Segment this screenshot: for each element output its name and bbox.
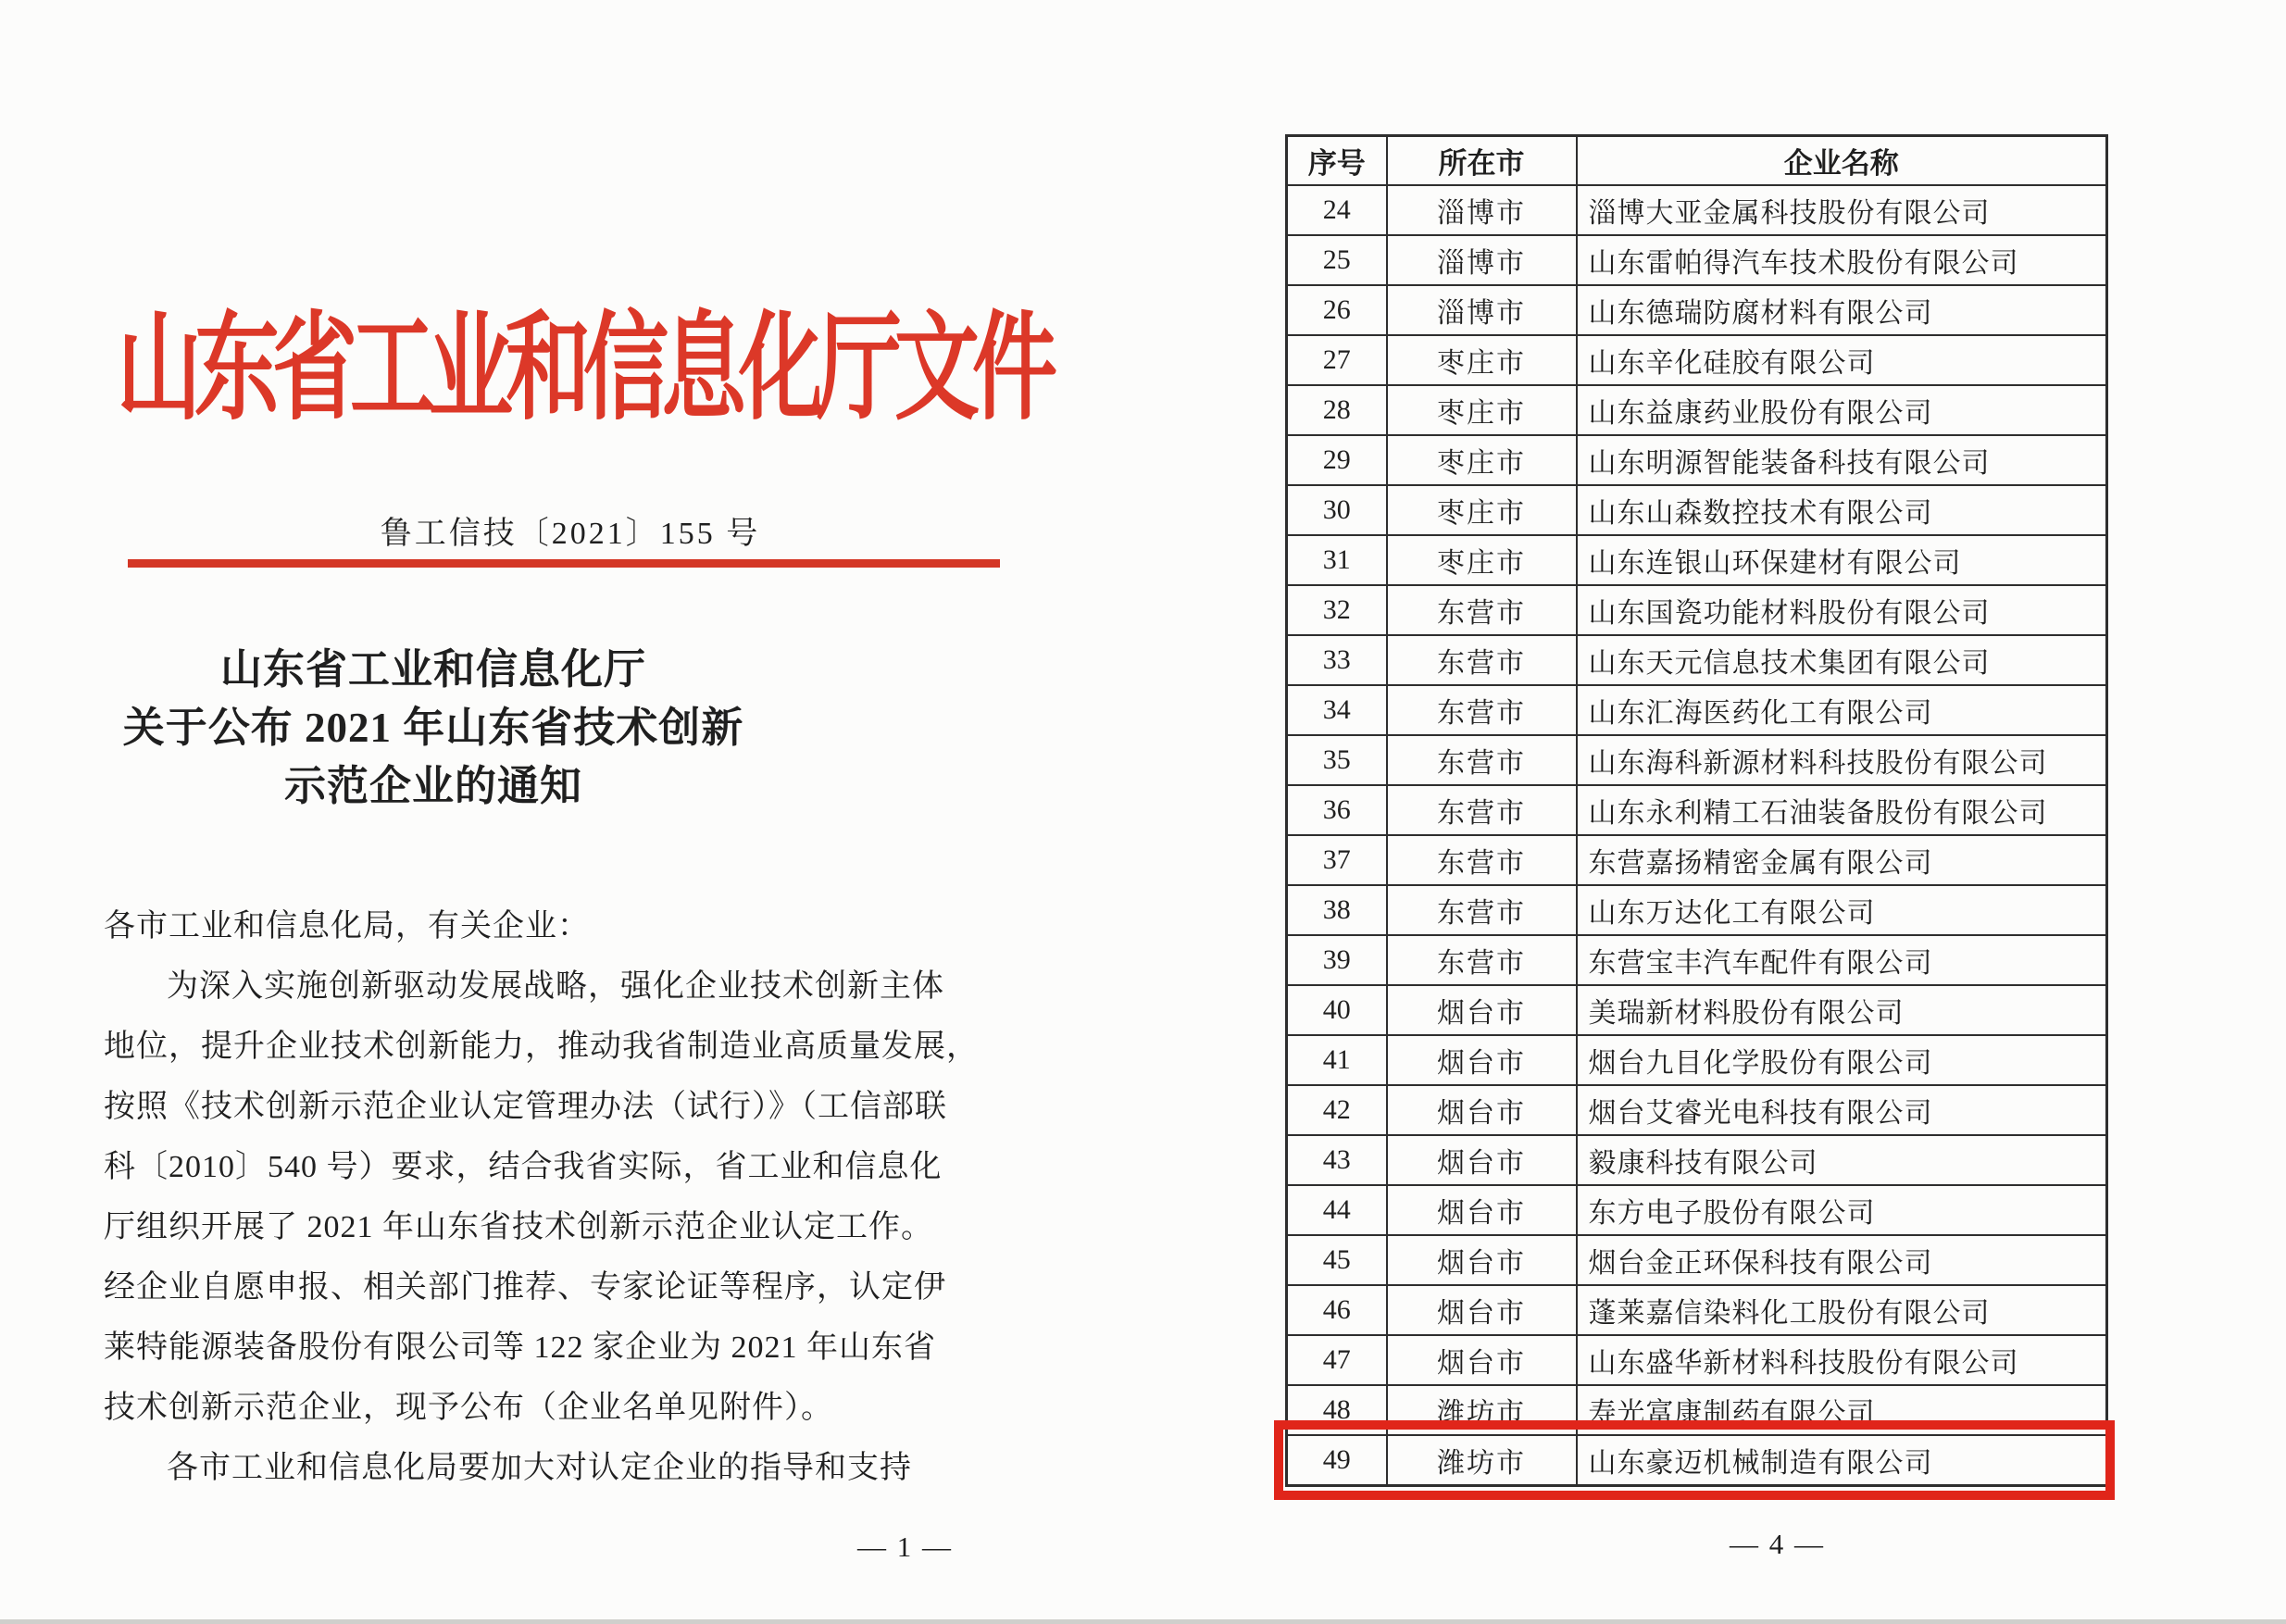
table-row — [1287, 835, 2107, 885]
cell-no: 25 — [1287, 235, 1387, 285]
cell-company: 东营宝丰汽车配件有限公司 — [1577, 935, 2107, 985]
body-line: 按照《技术创新示范企业认定管理办法（试行）》（工信部联 — [104, 1090, 947, 1124]
table-row — [1287, 335, 2107, 385]
cell-company: 山东辛化硅胶有限公司 — [1577, 335, 2107, 385]
cell-city: 东营市 — [1387, 785, 1577, 835]
table-row — [1287, 435, 2107, 485]
cell-company: 东营嘉扬精密金属有限公司 — [1577, 835, 2107, 885]
cell-no: 38 — [1287, 885, 1387, 935]
cell-no: 48 — [1287, 1385, 1387, 1435]
cell-company: 山东国瓷功能材料股份有限公司 — [1577, 585, 2107, 635]
cell-company: 蓬莱嘉信染料化工股份有限公司 — [1577, 1285, 2107, 1335]
company-table-body — [1287, 185, 2107, 1486]
cell-no: 35 — [1287, 735, 1387, 785]
cell-city: 烟台市 — [1387, 1185, 1577, 1235]
cell-company: 山东德瑞防腐材料有限公司 — [1577, 285, 2107, 335]
cell-company: 山东永利精工石油装备股份有限公司 — [1577, 785, 2107, 835]
body-line: 莱特能源装备股份有限公司等 122 家企业为 2021 年山东省 — [104, 1330, 936, 1365]
cell-company: 烟台九目化学股份有限公司 — [1577, 1035, 2107, 1085]
row-49-red-highlight-box — [1274, 1420, 2115, 1500]
cell-company: 山东天元信息技术集团有限公司 — [1577, 635, 2107, 685]
table-row — [1287, 885, 2107, 935]
cell-company: 山东雷帕得汽车技术股份有限公司 — [1577, 235, 2107, 285]
cell-no: 28 — [1287, 385, 1387, 435]
table-row — [1287, 1335, 2107, 1385]
cell-no: 34 — [1287, 685, 1387, 735]
cell-city: 东营市 — [1387, 835, 1577, 885]
table-row — [1287, 1185, 2107, 1235]
cell-no: 37 — [1287, 835, 1387, 885]
cell-company: 淄博大亚金属科技股份有限公司 — [1577, 185, 2107, 235]
cell-city: 东营市 — [1387, 735, 1577, 785]
table-row — [1287, 1285, 2107, 1335]
cell-no: 41 — [1287, 1035, 1387, 1085]
cell-city: 淄博市 — [1387, 235, 1577, 285]
notice-title-line-3: 示范企业的通知 — [283, 763, 582, 809]
body-line: 技术创新示范企业，现予公布（企业名单见附件）。 — [104, 1391, 833, 1425]
table-row — [1287, 635, 2107, 685]
table-row — [1287, 235, 2107, 285]
header-city: 所在市 — [1387, 136, 1577, 186]
cell-no: 27 — [1287, 335, 1387, 385]
cell-company: 美瑞新材料股份有限公司 — [1577, 985, 2107, 1035]
table-row — [1287, 385, 2107, 435]
body-line: 各市工业和信息化局，有关企业： — [104, 909, 590, 943]
page-number-left: — 1 — — [857, 1530, 953, 1563]
cell-no: 36 — [1287, 785, 1387, 835]
cell-no: 24 — [1287, 185, 1387, 235]
cell-no: 31 — [1287, 535, 1387, 585]
cell-no: 42 — [1287, 1085, 1387, 1135]
table-row — [1287, 285, 2107, 335]
cell-city: 潍坊市 — [1387, 1385, 1577, 1435]
cell-city: 枣庄市 — [1387, 435, 1577, 485]
cell-city: 东营市 — [1387, 685, 1577, 735]
cell-no: 46 — [1287, 1285, 1387, 1335]
cell-no: 44 — [1287, 1185, 1387, 1235]
cell-city: 东营市 — [1387, 585, 1577, 635]
scan-bottom-edge — [0, 1619, 2286, 1624]
table-row — [1287, 985, 2107, 1035]
header-serial-number: 序号 — [1287, 136, 1387, 186]
cell-city: 烟台市 — [1387, 1335, 1577, 1385]
cell-no: 49 — [1287, 1435, 1387, 1486]
letterhead-divider-line — [128, 559, 1000, 568]
body-line: 经企业自愿申报、相关部门推荐、专家论证等程序，认定伊 — [104, 1270, 946, 1305]
table-row — [1287, 735, 2107, 785]
notice-title — [0, 641, 867, 816]
cell-city: 烟台市 — [1387, 1035, 1577, 1085]
cell-city: 枣庄市 — [1387, 385, 1577, 435]
table-row — [1287, 1135, 2107, 1185]
cell-company: 寿光富康制药有限公司 — [1577, 1385, 2107, 1435]
table-row — [1287, 1035, 2107, 1085]
cell-no: 40 — [1287, 985, 1387, 1035]
cell-city: 淄博市 — [1387, 185, 1577, 235]
cell-city: 枣庄市 — [1387, 335, 1577, 385]
body-line: 为深入实施创新驱动发展战略，强化企业技术创新主体 — [167, 969, 944, 1004]
cell-city: 东营市 — [1387, 885, 1577, 935]
table-row — [1287, 785, 2107, 835]
table-row — [1287, 935, 2107, 985]
body-line: 科〔2010〕540 号）要求，结合我省实际，省工业和信息化 — [104, 1150, 943, 1184]
cell-no: 39 — [1287, 935, 1387, 985]
cell-company: 山东万达化工有限公司 — [1577, 885, 2107, 935]
cell-city: 烟台市 — [1387, 1085, 1577, 1135]
document-number: 鲁工信技〔2021〕155 号 — [380, 517, 761, 551]
cell-company: 山东山森数控技术有限公司 — [1577, 485, 2107, 535]
cell-no: 45 — [1287, 1235, 1387, 1285]
cell-city: 烟台市 — [1387, 1135, 1577, 1185]
cell-no: 43 — [1287, 1135, 1387, 1185]
page-number-right: — 4 — — [1730, 1528, 1825, 1560]
cell-company: 山东豪迈机械制造有限公司 — [1577, 1435, 2107, 1486]
table-header-row — [1287, 136, 2107, 186]
cell-company: 山东益康药业股份有限公司 — [1577, 385, 2107, 435]
cell-city: 烟台市 — [1387, 1285, 1577, 1335]
cell-no: 33 — [1287, 635, 1387, 685]
cell-company: 山东海科新源材料科技股份有限公司 — [1577, 735, 2107, 785]
cell-company: 山东明源智能装备科技有限公司 — [1577, 435, 2107, 485]
cell-no: 30 — [1287, 485, 1387, 535]
table-row — [1287, 185, 2107, 235]
table-row — [1287, 535, 2107, 585]
header-company-name: 企业名称 — [1577, 136, 2107, 186]
cell-company: 烟台艾睿光电科技有限公司 — [1577, 1085, 2107, 1135]
body-line: 各市工业和信息化局要加大对认定企业的指导和支持 — [167, 1451, 912, 1485]
table-row — [1287, 585, 2107, 635]
cell-company: 山东汇海医药化工有限公司 — [1577, 685, 2107, 735]
cell-company: 东方电子股份有限公司 — [1577, 1185, 2107, 1235]
cell-city: 烟台市 — [1387, 1235, 1577, 1285]
cell-city: 烟台市 — [1387, 985, 1577, 1035]
cell-city: 东营市 — [1387, 935, 1577, 985]
red-letterhead-title: 山东省工业和信息化厅文件 — [117, 303, 1051, 434]
notice-title-line-1: 山东省工业和信息化厅 — [219, 646, 646, 693]
cell-city: 东营市 — [1387, 635, 1577, 685]
cell-company: 山东盛华新材料科技股份有限公司 — [1577, 1335, 2107, 1385]
company-table — [1285, 134, 2108, 1487]
notice-title-line-2: 关于公布 2021 年山东省技术创新 — [122, 705, 744, 751]
body-line: 厅组织开展了 2021 年山东省技术创新示范企业认定工作。 — [104, 1210, 933, 1244]
cell-city: 枣庄市 — [1387, 485, 1577, 535]
cell-city: 枣庄市 — [1387, 535, 1577, 585]
body-line: 地位，提升企业技术创新能力，推动我省制造业高质量发展， — [104, 1030, 979, 1064]
body-text — [104, 896, 979, 1498]
cell-city: 淄博市 — [1387, 285, 1577, 335]
cell-no: 26 — [1287, 285, 1387, 335]
table-row — [1287, 685, 2107, 735]
table-row — [1287, 1235, 2107, 1285]
cell-company: 山东连银山环保建材有限公司 — [1577, 535, 2107, 585]
cell-company: 毅康科技有限公司 — [1577, 1135, 2107, 1185]
cell-no: 32 — [1287, 585, 1387, 635]
cell-company: 烟台金正环保科技有限公司 — [1577, 1235, 2107, 1285]
cell-no: 29 — [1287, 435, 1387, 485]
cell-no: 47 — [1287, 1335, 1387, 1385]
table-row — [1287, 1085, 2107, 1135]
cell-city: 潍坊市 — [1387, 1435, 1577, 1486]
table-row — [1287, 485, 2107, 535]
